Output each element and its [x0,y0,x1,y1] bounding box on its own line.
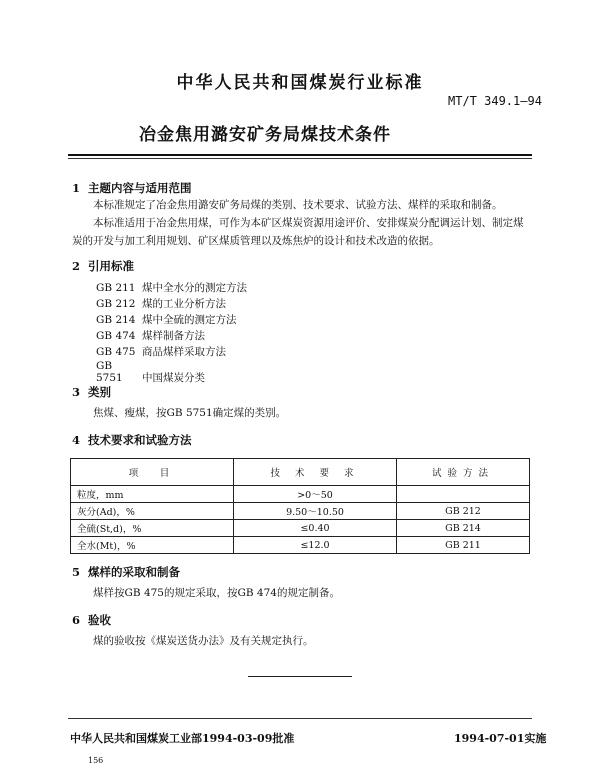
implementation-date: 1994-07-01实施 [454,732,547,745]
reference-name: 煤的工业分析方法 [142,298,226,310]
requirements-table [70,458,530,554]
section-number: 3 [72,385,81,399]
section-4-heading [72,432,192,448]
table-cell [397,486,530,503]
column-header-requirement: 技 术 要 求 [234,459,397,486]
table-header-row [71,459,530,486]
standard-code: MT/T 349.1—94 [448,94,542,108]
section-5-paragraph: 煤样按GB 475的规定采取，按GB 474的规定制备。 [93,587,340,599]
table-row [71,537,530,554]
section-number: 5 [72,565,81,579]
section-number: 6 [72,613,81,627]
table-cell: GB 211 [397,537,530,554]
reference-item [96,280,247,295]
industry-standard-heading: 中华人民共和国煤炭行业标准 [176,73,424,93]
section-6-heading [72,612,111,628]
footer-rule [68,718,532,719]
table-cell: GB 212 [397,503,530,520]
reference-name: 煤中全硫的测定方法 [142,314,237,326]
reference-name: 煤样制备方法 [142,330,205,342]
reference-code: GB 475 [96,346,136,358]
table-cell: ≤12.0 [234,537,397,554]
reference-code: GB 211 [96,282,136,294]
section-title: 技术要求和试验方法 [88,433,192,447]
document-title: 冶金焦用潞安矿务局煤技术条件 [139,125,391,145]
table-cell: 灰分(Ad)，% [71,503,234,520]
column-header-item: 项 目 [71,459,234,486]
approval-line: 中华人民共和国煤炭工业部1994-03-09批准 [70,732,295,745]
reference-code: GB 214 [96,314,136,326]
table-row [71,486,530,503]
section-1-paragraph-1: 本标准规定了冶金焦用潞安矿务局煤的类别、技术要求、试验方法、煤样的采取和制备。 [93,199,503,211]
section-title: 煤样的采取和制备 [88,565,180,579]
table-cell: 粒度，mm [71,486,234,503]
reference-item [96,312,237,327]
section-5-heading [72,564,180,580]
reference-name: 中国煤炭分类 [142,372,205,384]
table-cell: 全水(Mt)，% [71,537,234,554]
reference-code: GB 5751 [96,360,123,384]
section-title: 主题内容与适用范围 [88,181,192,195]
table-cell: GB 214 [397,520,530,537]
header-rule-thin [68,158,532,159]
table-cell: >0～50 [234,486,397,503]
reference-name: 商品煤样采取方法 [142,346,226,358]
section-number: 2 [72,259,81,273]
table-cell: 全硫(St,d)，% [71,520,234,537]
table-cell: ≤0.40 [234,520,397,537]
section-number: 4 [72,433,81,447]
end-rule [248,676,352,677]
table-row [71,503,530,520]
section-number: 1 [72,181,81,195]
section-title: 类别 [88,385,111,399]
section-1-heading [72,180,192,196]
reference-code: GB 474 [96,330,136,342]
column-header-method: 试验方法 [397,459,530,486]
section-title: 引用标准 [88,259,134,273]
table-row [71,520,530,537]
table-cell: 9.50～10.50 [234,503,397,520]
reference-item [96,296,226,311]
reference-item [96,360,205,385]
section-6-paragraph: 煤的验收按《煤炭送货办法》及有关规定执行。 [93,635,314,647]
reference-code: GB 212 [96,298,136,310]
reference-name: 煤中全水分的测定方法 [142,282,247,294]
section-3-heading [72,384,111,400]
section-2-heading [72,258,134,274]
section-title: 验收 [88,613,111,627]
reference-item [96,328,205,343]
header-rule-thick [68,154,532,156]
section-3-paragraph: 焦煤、瘦煤，按GB 5751确定煤的类别。 [93,407,287,419]
page-number: 156 [88,756,104,765]
reference-item [96,344,226,359]
section-1-paragraph-2: 本标准适用于冶金焦用煤，可作为本矿区煤炭资源用途评价、安排煤炭分配调运计划、制定煤炭的开发与加工利用规划、矿区煤质管理以及炼焦炉的设计和技术改造的依据。 [72,217,524,247]
